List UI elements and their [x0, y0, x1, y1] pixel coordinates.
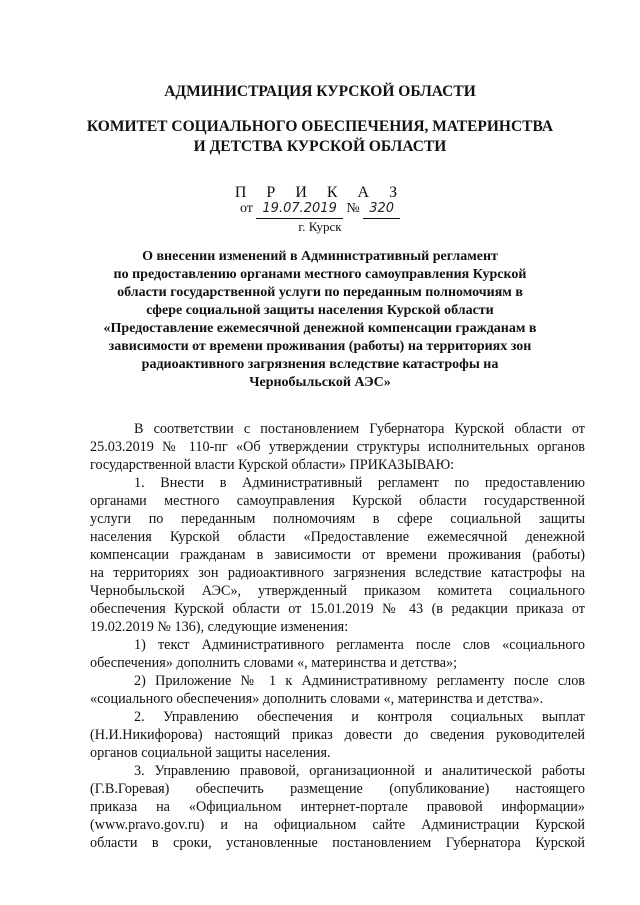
subject-line: области государственной услуги по переданным полномочиям в [117, 285, 523, 300]
subject-line: О внесении изменений в Административный регламент [142, 249, 498, 264]
order-from-label: от [239, 201, 253, 216]
subject-line: зависимости от времени проживания (работы) на территориях зон [108, 339, 532, 354]
order-date-number-line [0, 200, 640, 219]
body-text-line: органов социальной защиты населения. [90, 745, 331, 761]
order-title: П Р И К А З [234, 184, 406, 201]
subject-line: Чернобыльской АЭС» [249, 375, 391, 390]
body-text-line: В соответствии с постановлением Губернатора Курской области от [134, 421, 585, 437]
body-text-line: 2) Приложение № 1 к Административному регламенту после слов [134, 673, 585, 689]
order-number-label: № [346, 201, 360, 216]
body-text-line: услуги по переданным полномочиям в сфере социальной защиты [90, 511, 585, 527]
order-number: 320 [363, 200, 400, 219]
body-text-line: обеспечения» дополнить словами «, материнства и детства»; [90, 655, 458, 671]
order-city: г. Курск [298, 219, 342, 234]
body-text-line: «социального обеспечения» дополнить словами «, материнства и детства». [90, 691, 544, 707]
body-text-line: 19.02.2019 № 136), следующие изменения: [90, 619, 349, 635]
body-text-line: 3. Управлению правовой, организационной и аналитической работы [134, 763, 585, 779]
body-text-line: (Г.В.Горевая) обеспечить размещение (опубликование) настоящего [90, 781, 585, 797]
body-text-line: государственной власти Курской области» ПРИКАЗЫВАЮ: [90, 457, 455, 473]
body-text-line: (Н.И.Никифорова) настоящий приказ довести до сведения руководителей [90, 727, 585, 743]
committee-heading-line-2: И ДЕТСТВА КУРСКОЙ ОБЛАСТИ [193, 138, 447, 155]
body-text-line: на территориях зон радиоактивного загрязнения вследствие катастрофы на [90, 565, 585, 581]
subject-line: сфере социальной защиты населения Курской области [146, 303, 494, 318]
body-text-line: органами местного самоуправления Курской области государственной [90, 493, 585, 509]
body-text-line: приказа на «Официальном интернет-портале правовой информации» [90, 799, 585, 815]
administration-heading: АДМИНИСТРАЦИЯ КУРСКОЙ ОБЛАСТИ [164, 83, 476, 100]
body-text-line: компенсации гражданам в зависимости от времени проживания (работы) [90, 547, 585, 563]
body-text-line: области в сроки, установленные постановлением Губернатора Курской [90, 835, 585, 851]
body-text-line: Чернобыльской АЭС», утвержденный приказом комитета социального [90, 583, 585, 599]
subject-line: по предоставлению органами местного самоуправления Курской [113, 267, 527, 282]
body-text-line: обеспечения Курской области от 15.01.2019 № 43 (в редакции приказа от [90, 601, 585, 617]
body-text-line: 25.03.2019 № 110-пг «Об утверждении структуры исполнительных органов [90, 439, 585, 455]
body-text-line: 2. Управлению обеспечения и контроля социальных выплат [134, 709, 585, 725]
body-text-line: 1. Внести в Административный регламент по предоставлению [134, 475, 585, 491]
subject-line: радиоактивного загрязнения вследствие катастрофы на [141, 357, 499, 372]
body-text-line: населения Курской области «Предоставление ежемесячной денежной [90, 529, 585, 545]
subject-line: «Предоставление ежемесячной денежной компенсации гражданам в [103, 321, 537, 336]
committee-heading-line-1: КОМИТЕТ СОЦИАЛЬНОГО ОБЕСПЕЧЕНИЯ, МАТЕРИНСТВА [86, 118, 554, 135]
body-text-line: 1) текст Административного регламента после слов «социального [134, 637, 585, 653]
body-text-line: (www.pravo.gov.ru) и на официальном сайте Администрации Курской [90, 817, 585, 833]
order-date: 19.07.2019 [256, 200, 342, 219]
